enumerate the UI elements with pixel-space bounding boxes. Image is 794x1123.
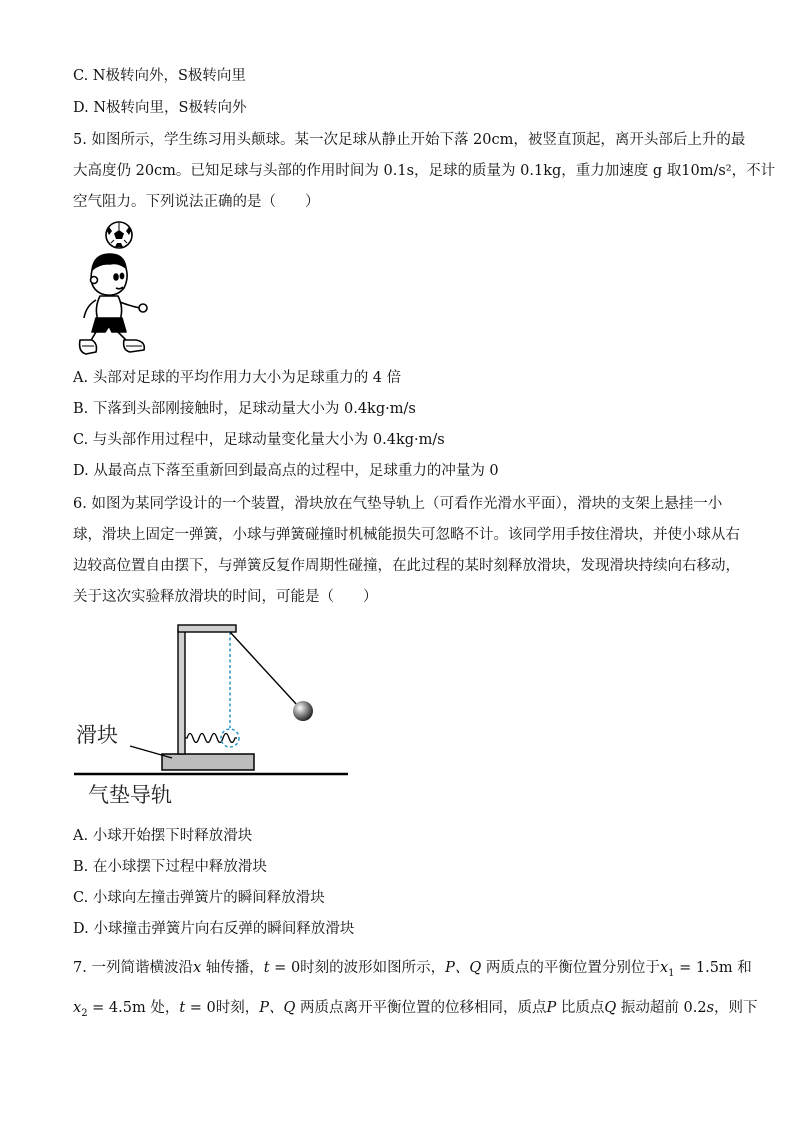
q6-option-b: B. 在小球摆下过程中释放滑块 [73,859,267,875]
stand-beam [178,625,236,632]
q6-stem-line2: 球，滑块上固定一弹簧，小球与弹簧碰撞时机械能损失可忽略不计。该同学用手按住滑块，并使小球从右 [73,527,740,543]
q6-option-a: A. 小球开始摆下时释放滑块 [73,828,253,844]
q5-option-a: A. 头部对足球的平均作用力大小为足球重力的 4 倍 [73,370,402,386]
q6-stem-line4: 关于这次实验释放滑块的时间，可能是（ ） [73,589,378,605]
q4-option-c: C. N极转向外，S极转向里 [73,68,246,84]
label-pointer [130,746,172,758]
q5-stem-line3: 空气阻力。下列说法正确的是（ ） [73,194,320,210]
slider-label: 滑块 [76,723,118,747]
pendulum-string [230,632,298,706]
q6-stem-line1: 6. 如图为某同学设计的一个装置，滑块放在气垫导轨上（可看作光滑水平面），滑块的支架上悬挂一小 [73,496,723,512]
q5-option-c: C. 与头部作用过程中，足球动量变化量大小为 0.4kg·m/s [73,432,445,448]
q5-option-b: B. 下落到头部刚接触时，足球动量大小为 0.4kg·m/s [73,401,416,417]
q5-stem-line2: 大高度仍 20cm。已知足球与头部的作用时间为 0.1s，足球的质量为 0.1kg，重力加速度 g 取10m/s²，不计 [73,163,776,179]
spring [185,734,237,743]
q6-option-d: D. 小球撞击弹簧片向右反弹的瞬间释放滑块 [73,921,355,937]
stand-post [178,630,185,754]
q6-option-c: C. 小球向左撞击弹簧片的瞬间释放滑块 [73,890,325,906]
student-figure [80,254,147,354]
q4-option-d: D. N极转向里，S极转向外 [73,100,247,116]
q5-option-d: D. 从最高点下落至重新回到最高点的过程中，足球重力的冲量为 0 [73,463,499,479]
q7-stem-line1: 7. 一列简谐横波沿x 轴传播，t = 0时刻的波形如图所示，P、Q 两质点的平衡位置分别位于$x_1 = 1.5m$ 和 [73,960,752,979]
soccer-ball-icon [106,222,132,248]
air-track-apparatus-figure [72,618,354,810]
pendulum-ball [293,701,313,721]
rail-label: 气垫导轨 [88,783,172,807]
q5-stem-line1: 5. 如图所示，学生练习用头颠球。某一次足球从静止开始下落 20cm，被竖直顶起，离开头部后上升的最 [73,132,746,148]
q7-stem-line2: $x_2 = 4.5m$ 处，t = 0时刻，P、Q 两质点离开平衡位置的位移相同，质点P 比质点Q 振动超前 0.2s，则下 [73,1000,758,1019]
q6-stem-line3: 边较高位置自由摆下，与弹簧反复作周期性碰撞，在此过程的某时刻释放滑块，发现滑块持续向右移动， [73,558,740,574]
slider-block [162,754,254,770]
heading-ball-figure [72,218,158,360]
